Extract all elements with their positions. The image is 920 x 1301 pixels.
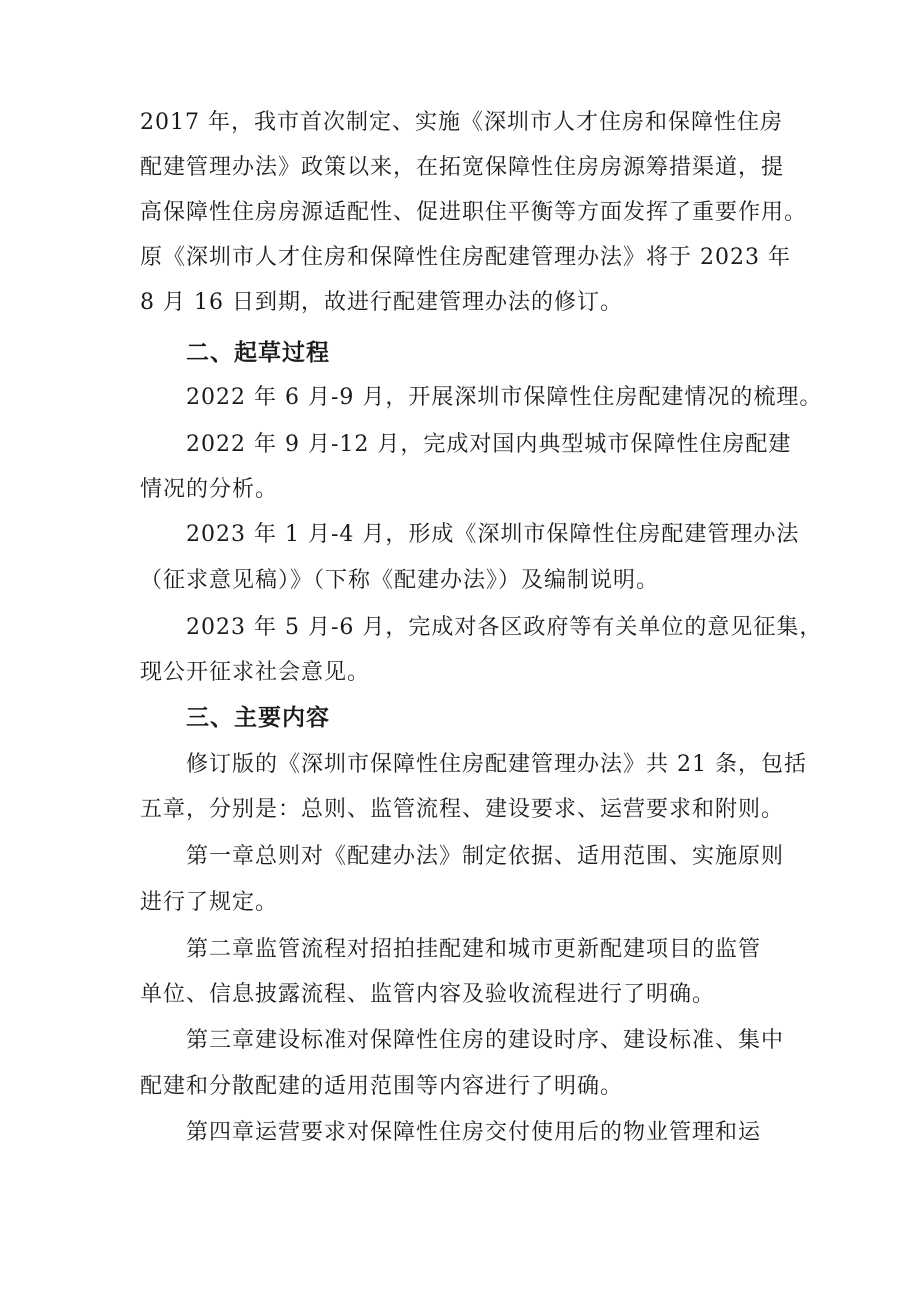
paragraph-line: 2022 年 6 月-9 月，开展深圳市保障性住房配建情况的梳理。 <box>186 385 823 410</box>
paragraph-line: 修订版的《深圳市保障性住房配建管理办法》共 21 条，包括 <box>186 752 807 777</box>
paragraph-line: 第四章运营要求对保障性住房交付使用后的物业管理和运 <box>186 1120 762 1145</box>
paragraph-line: 高保障性住房房源适配性、促进职住平衡等方面发挥了重要作用。 <box>140 200 808 225</box>
paragraph-line: 2023 年 5 月-6 月，完成对各区政府等有关单位的意见征集， <box>186 615 823 640</box>
paragraph-line: 五章，分别是：总则、监管流程、建设要求、运营要求和附则。 <box>140 797 785 822</box>
paragraph-line: 2022 年 9 月-12 月，完成对国内典型城市保障性住房配建 <box>186 432 792 457</box>
paragraph-line: 第二章监管流程对招拍挂配建和城市更新配建项目的监管 <box>186 937 762 962</box>
paragraph-line: 进行了规定。 <box>140 890 279 915</box>
paragraph-line: 单位、信息披露流程、监管内容及验收流程进行了明确。 <box>140 982 716 1007</box>
paragraph-line: 现公开征求社会意见。 <box>140 660 371 685</box>
paragraph-line: 情况的分析。 <box>140 477 279 502</box>
paragraph-line: 2017 年，我市首次制定、实施《深圳市人才住房和保障性住房 <box>140 110 783 135</box>
section-heading-drafting-process: 二、起草过程 <box>186 340 330 366</box>
paragraph-line: 2023 年 1 月-4 月，形成《深圳市保障性住房配建管理办法 <box>186 522 800 547</box>
paragraph-line: （征求意见稿）》（下称《配建办法》）及编制说明。 <box>140 568 660 593</box>
paragraph-line: 8 月 16 日到期，故进行配建管理办法的修订。 <box>140 290 623 315</box>
paragraph-line: 第一章总则对《配建办法》制定依据、适用范围、实施原则 <box>186 844 785 869</box>
paragraph-line: 配建管理办法》政策以来，在拓宽保障性住房房源筹措渠道，提 <box>140 155 785 180</box>
section-heading-main-content: 三、主要内容 <box>186 705 330 731</box>
paragraph-line: 配建和分散配建的适用范围等内容进行了明确。 <box>140 1074 624 1099</box>
paragraph-line: 原《深圳市人才住房和保障性住房配建管理办法》将于 2023 年 <box>140 245 791 270</box>
paragraph-line: 第三章建设标准对保障性住房的建设时序、建设标准、集中 <box>186 1028 785 1053</box>
